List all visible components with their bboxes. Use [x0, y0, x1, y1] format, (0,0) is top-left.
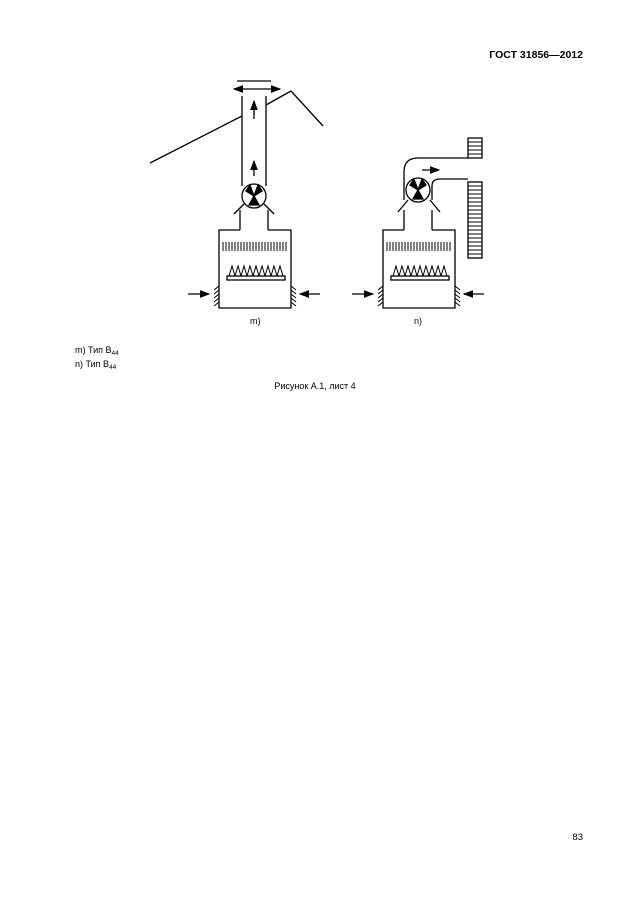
figure-caption: Рисунок А.1, лист 4: [274, 381, 356, 391]
figure-legend: [75, 345, 119, 373]
figure-drawing: [0, 0, 630, 400]
figure-label-m: m): [250, 316, 261, 326]
page-number: 83: [572, 832, 583, 843]
figure-label-n: n): [414, 316, 423, 326]
appliance-m-diagram: [150, 81, 323, 308]
standard-code: ГОСТ 31856—2012: [489, 49, 583, 61]
legend-item-n: n) Тип $В_{44}$: [75, 359, 117, 371]
legend-item-m: m) Тип $В_{44}$: [75, 345, 119, 357]
appliance-n-diagram: [352, 138, 484, 308]
